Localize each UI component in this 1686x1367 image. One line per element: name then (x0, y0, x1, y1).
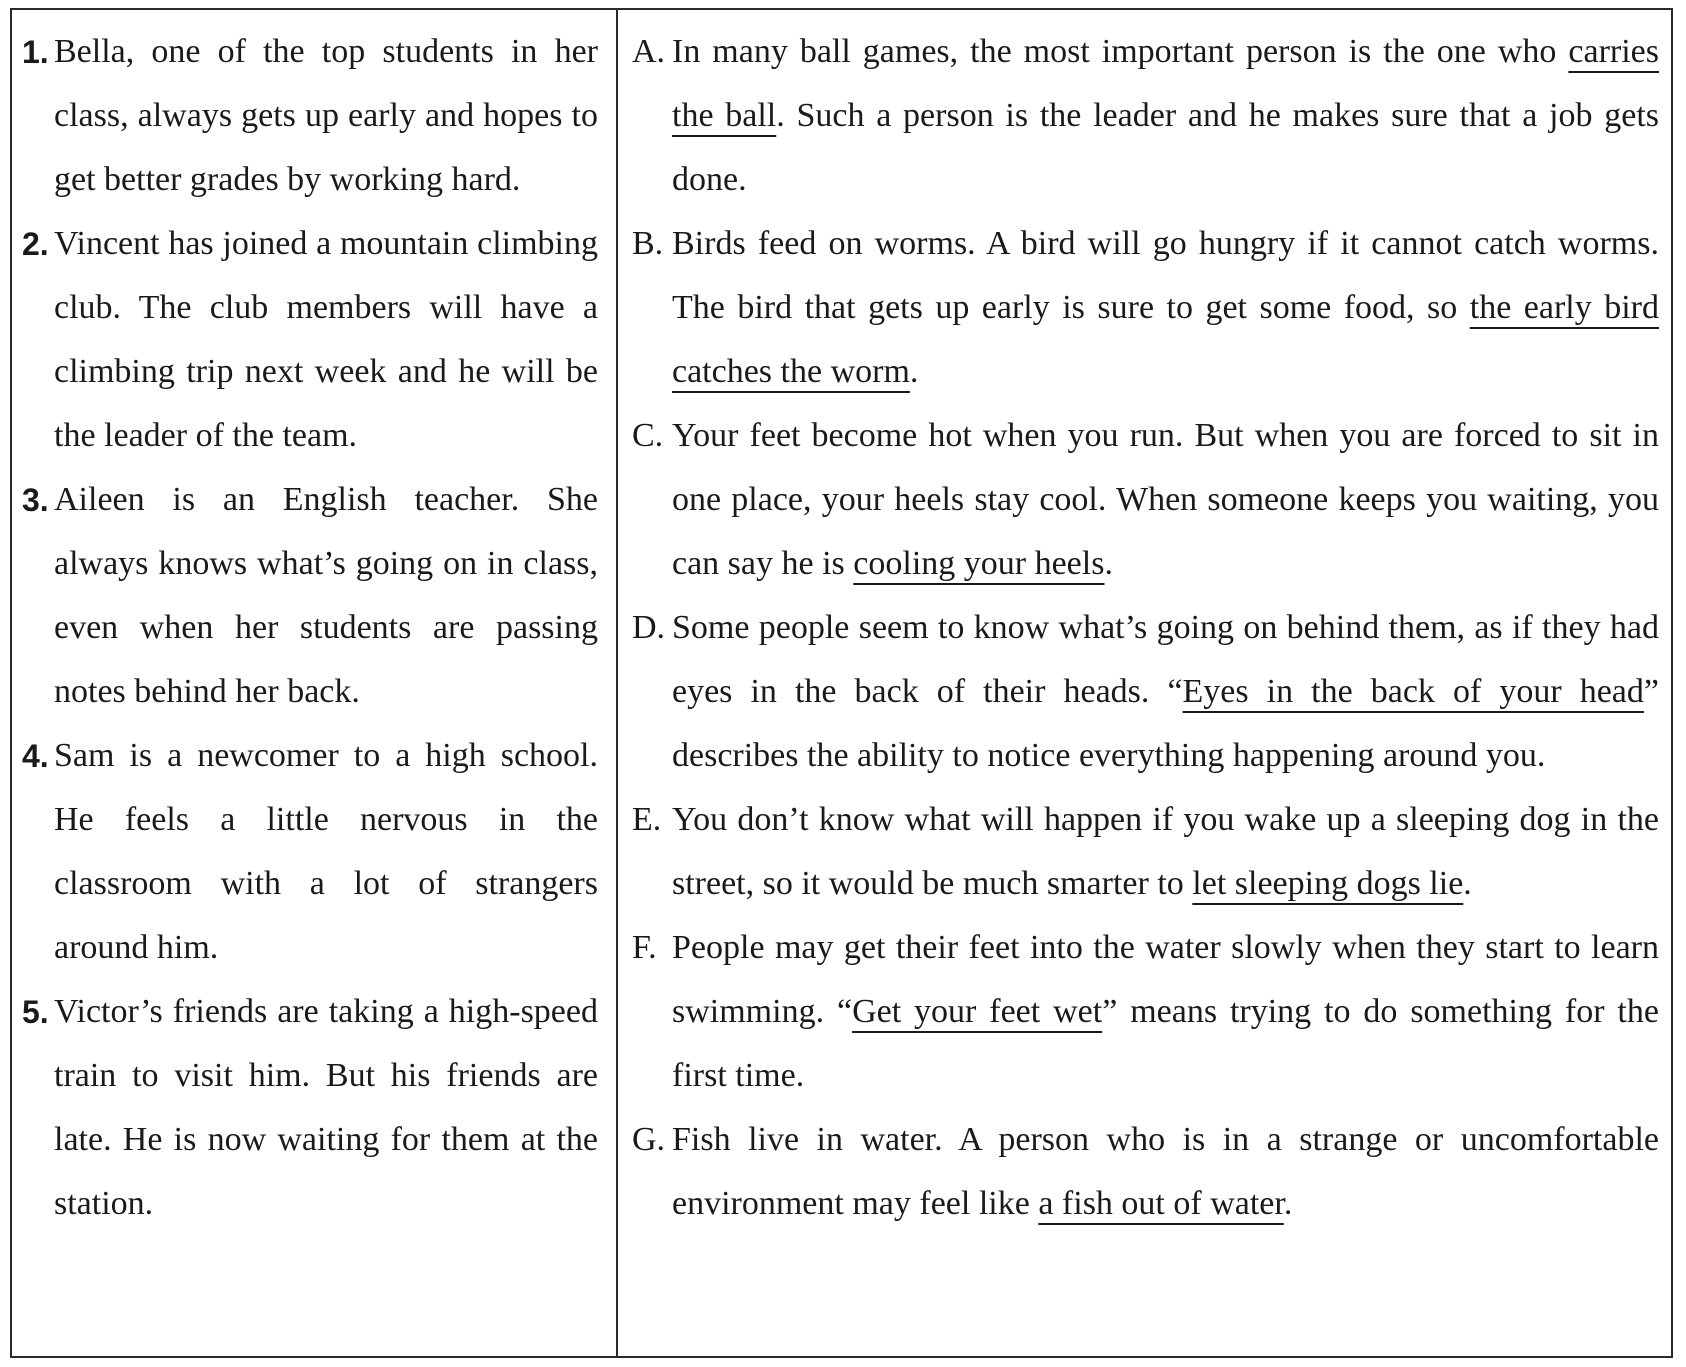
explanation-letter: E. (632, 801, 662, 838)
explanation-before: Fish live in water. A person who is in a strange or uncomfortable environment may feel like (672, 1121, 1659, 1222)
matching-table (10, 8, 1673, 1358)
situation-number: 1. (22, 34, 49, 70)
explanation-after: ” describes the ability to notice everything happening around you. (672, 673, 1659, 774)
explanation-before: You don’t know what will happen if you wake up a sleeping dog in the street, so it would be much smarter to (672, 801, 1659, 902)
explanation-before: Your feet become hot when you run. But when you are forced to sit in one place, your heels stay cool. When someone keeps you waiting, you can say he is (672, 417, 1659, 582)
idiom-underlined: a fish out of water (1038, 1185, 1284, 1222)
explanations-column (618, 10, 1671, 1356)
explanation-letter: B. (632, 225, 664, 262)
explanation-item (632, 404, 1659, 596)
situation-text: Victor’s friends are taking a high-speed train to visit him. But his friends are late. He is now waiting for them at the station. (54, 993, 598, 1222)
explanation-letter: G. (632, 1121, 666, 1158)
explanation-item (632, 916, 1659, 1108)
idiom-underlined: the early bird catches the worm (672, 289, 1659, 390)
explanation-after: ” means trying to do something for the first time. (672, 993, 1659, 1094)
explanation-before: In many ball games, the most important person is the one who (672, 33, 1569, 70)
explanation-item (632, 20, 1659, 212)
explanation-text (672, 788, 1659, 916)
idiom-underlined: cooling your heels (853, 545, 1105, 582)
explanation-after: . (1104, 545, 1113, 582)
explanation-text (672, 916, 1659, 1108)
explanation-before: Some people seem to know what’s going on behind them, as if they had eyes in the back of their heads. “ (672, 609, 1659, 710)
explanation-item (632, 596, 1659, 788)
situation-number: 5. (22, 994, 49, 1030)
situation-text: Vincent has joined a mountain climbing club. The club members will have a climbing trip next week and he will be the leader of the team. (54, 225, 598, 454)
explanation-text (672, 404, 1659, 596)
explanation-after: . (1283, 1185, 1293, 1222)
explanation-text (672, 212, 1659, 404)
situation-item (22, 212, 598, 468)
explanation-after: . (1463, 865, 1472, 902)
explanation-after: . Such a person is the leader and he makes sure that a job gets done. (672, 97, 1659, 198)
explanation-item (632, 212, 1659, 404)
situations-column (12, 10, 618, 1356)
situation-number: 3. (22, 482, 49, 518)
explanation-letter: A. (632, 33, 666, 70)
situation-item (22, 724, 598, 980)
situation-item (22, 980, 598, 1236)
idiom-underlined: Get your feet wet (852, 993, 1103, 1030)
explanation-text (672, 1108, 1659, 1236)
idiom-underlined: let sleeping dogs lie (1192, 865, 1464, 902)
explanation-letter: C. (632, 417, 664, 454)
situation-text: Aileen is an English teacher. She always knows what’s going on in class, even when her students are passing notes behind her back. (54, 481, 598, 710)
idiom-underlined: Eyes in the back of your head (1182, 673, 1644, 710)
explanation-after: . (909, 353, 919, 390)
explanation-item (632, 1108, 1659, 1236)
situation-item (22, 468, 598, 724)
explanation-before: Birds feed on worms. A bird will go hungry if it cannot catch worms. The bird that gets up early is sure to get some food, so (672, 225, 1659, 326)
explanation-item (632, 788, 1659, 916)
explanation-text (672, 20, 1659, 212)
explanation-letter: D. (632, 609, 666, 646)
explanation-before: People may get their feet into the water slowly when they start to learn swimming. “ (672, 929, 1659, 1030)
situation-number: 4. (22, 738, 49, 774)
idiom-underlined: carries the ball (672, 33, 1659, 134)
explanation-text (672, 596, 1659, 788)
situation-item (22, 20, 598, 212)
situation-number: 2. (22, 226, 49, 262)
situation-text: Sam is a newcomer to a high school. He feels a little nervous in the classroom with a lot of strangers around him. (54, 737, 598, 966)
explanation-letter: F. (632, 929, 657, 966)
situation-text: Bella, one of the top students in her class, always gets up early and hopes to get better grades by working hard. (54, 33, 598, 198)
